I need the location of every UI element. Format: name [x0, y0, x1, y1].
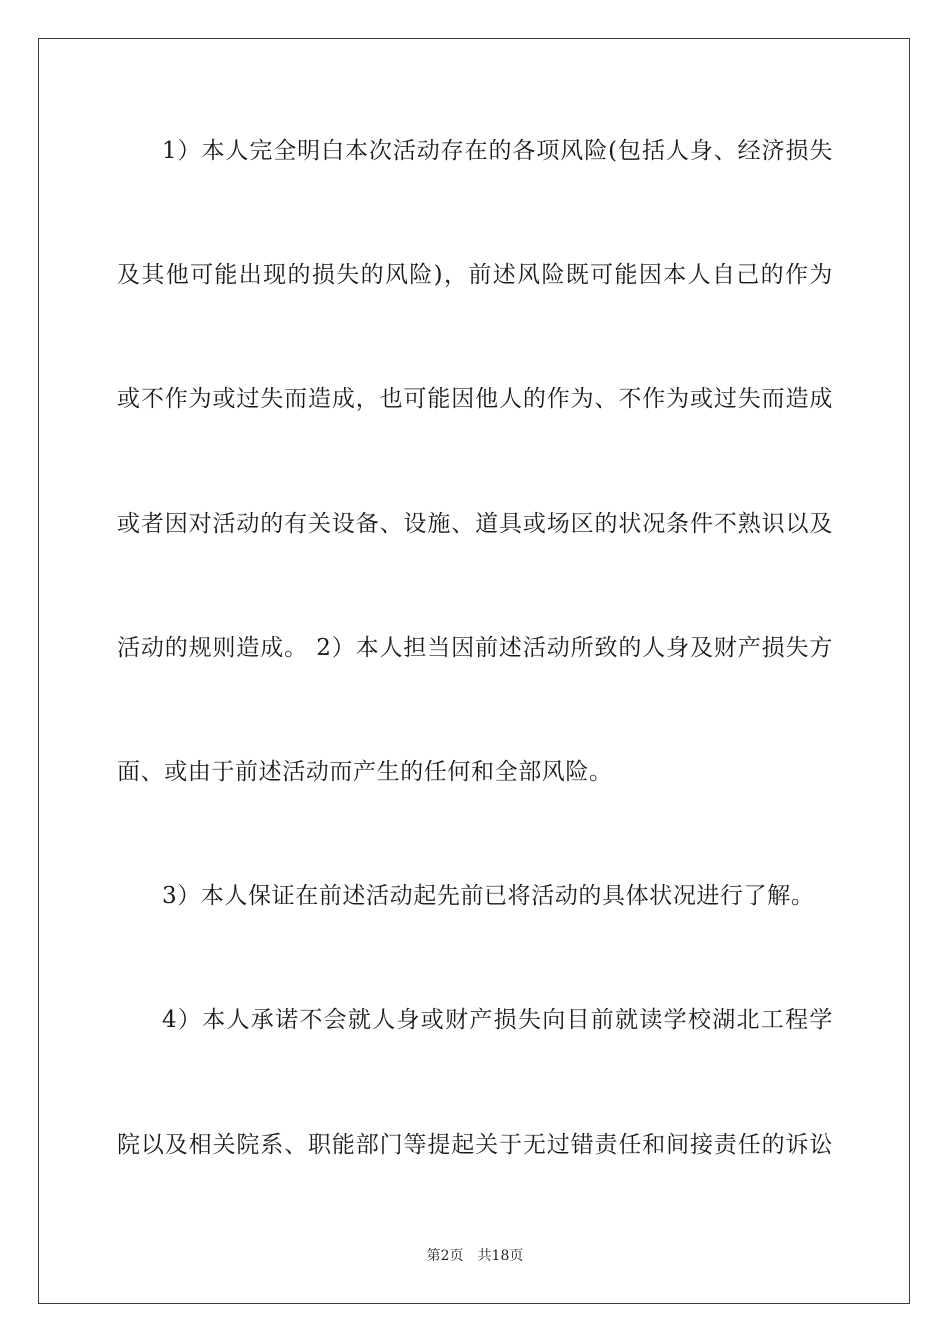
paragraph-line-8: 4）本人承诺不会就人身或财产损失向目前就读学校湖北工程学	[162, 1007, 833, 1033]
page-footer	[0, 1247, 950, 1265]
paragraph-line-7: 3）本人保证在前述活动起先前已将活动的具体状况进行了解。	[162, 883, 815, 909]
page-number-current: 第2页	[426, 1248, 464, 1264]
page-border	[38, 38, 910, 1304]
paragraph-line-1: 1）本人完全明白本次活动存在的各项风险(包括人身、经济损失	[162, 138, 833, 164]
paragraph-line-3: 或不作为或过失而造成，也可能因他人的作为、不作为或过失而造成	[117, 386, 833, 412]
paragraph-line-2: 及其他可能出现的损失的风险)，前述风险既可能因本人自己的作为	[117, 262, 833, 288]
page-number-total: 共18页	[477, 1248, 524, 1264]
paragraph-line-4: 或者因对活动的有关设备、设施、道具或场区的状况条件不熟识以及	[117, 511, 833, 537]
paragraph-line-9: 院以及相关院系、职能部门等提起关于无过错责任和间接责任的诉讼	[117, 1132, 833, 1158]
paragraph-line-6: 面、或由于前述活动而产生的任何和全部风险。	[117, 759, 613, 785]
paragraph-line-5: 活动的规则造成。 2）本人担当因前述活动所致的人身及财产损失方	[117, 635, 833, 661]
